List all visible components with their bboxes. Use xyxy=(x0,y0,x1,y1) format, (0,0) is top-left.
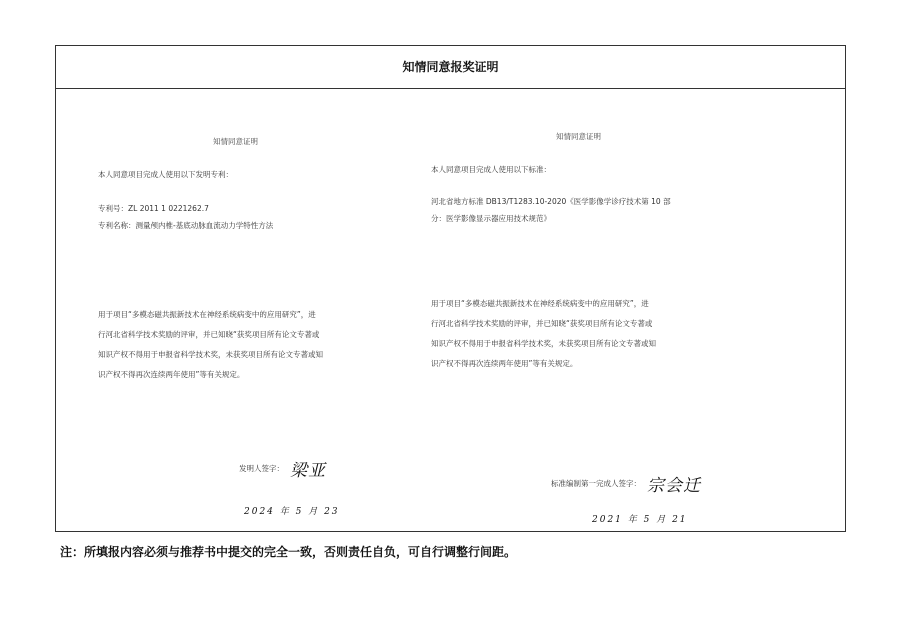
left-handwritten-signature: 梁亚 xyxy=(290,461,326,481)
right-para-line: 行河北省科学技术奖励的评审，并已知晓“获奖项目所有论文专著或 xyxy=(431,319,653,328)
standard-line: 河北省地方标准 DB13/T1283.10-2020《医学影像学诊疗技术第 10 部 xyxy=(431,196,671,206)
left-para-line: 用于项目“多模态磁共振新技术在神经系统病变中的应用研究”，进 xyxy=(98,310,316,319)
page-title: 知情同意报奖证明 xyxy=(56,46,845,89)
footer-note: 注：所填报内容必须与推荐书中提交的完全一致，否则责任自负，可自行调整行间距。 xyxy=(60,545,517,559)
right-para-line: 识产权不得再次连续两年使用”等有关规定。 xyxy=(431,359,578,368)
left-para-line: 识产权不得再次连续两年使用”等有关规定。 xyxy=(98,370,245,379)
right-signature-date: 2021 年 5 月 21 xyxy=(592,515,688,525)
certificate-frame xyxy=(55,45,846,532)
left-signature-date: 2024 年 5 月 23 xyxy=(244,507,340,517)
right-para-line: 知识产权不得用于申报省科学技术奖，未获奖项目所有论文专著或知 xyxy=(431,339,656,348)
right-handwritten-signature: 宗会迁 xyxy=(647,476,701,496)
left-heading: 知情同意证明 xyxy=(213,137,258,146)
right-signature-row xyxy=(551,471,701,496)
left-signature-row xyxy=(239,456,326,481)
left-para-line: 行河北省科学技术奖励的评审，并已知晓“获奖项目所有论文专著或 xyxy=(98,330,320,339)
right-para-line: 用于项目“多模态磁共振新技术在神经系统病变中的应用研究”，进 xyxy=(431,299,649,308)
standard-line: 分：医学影像显示器应用技术规范》 xyxy=(431,213,551,223)
left-intro: 本人同意项目完成人使用以下发明专利： xyxy=(98,170,233,180)
left-para-line: 知识产权不得用于申报省科学技术奖，未获奖项目所有论文专著或知 xyxy=(98,350,323,359)
right-consent-document xyxy=(431,131,726,374)
patent-name: 专利名称：测量颅内椎-基底动脉血流动力学特性方法 xyxy=(98,220,274,230)
right-sign-label: 标准编制第一完成人签字： xyxy=(551,479,641,488)
right-intro: 本人同意项目完成人使用以下标准： xyxy=(431,165,551,175)
right-heading: 知情同意证明 xyxy=(556,132,601,141)
patent-number: 专利号：ZL 2011 1 0221262.7 xyxy=(98,203,209,213)
left-sign-label: 发明人签字： xyxy=(239,464,284,473)
left-consent-document xyxy=(98,136,373,385)
